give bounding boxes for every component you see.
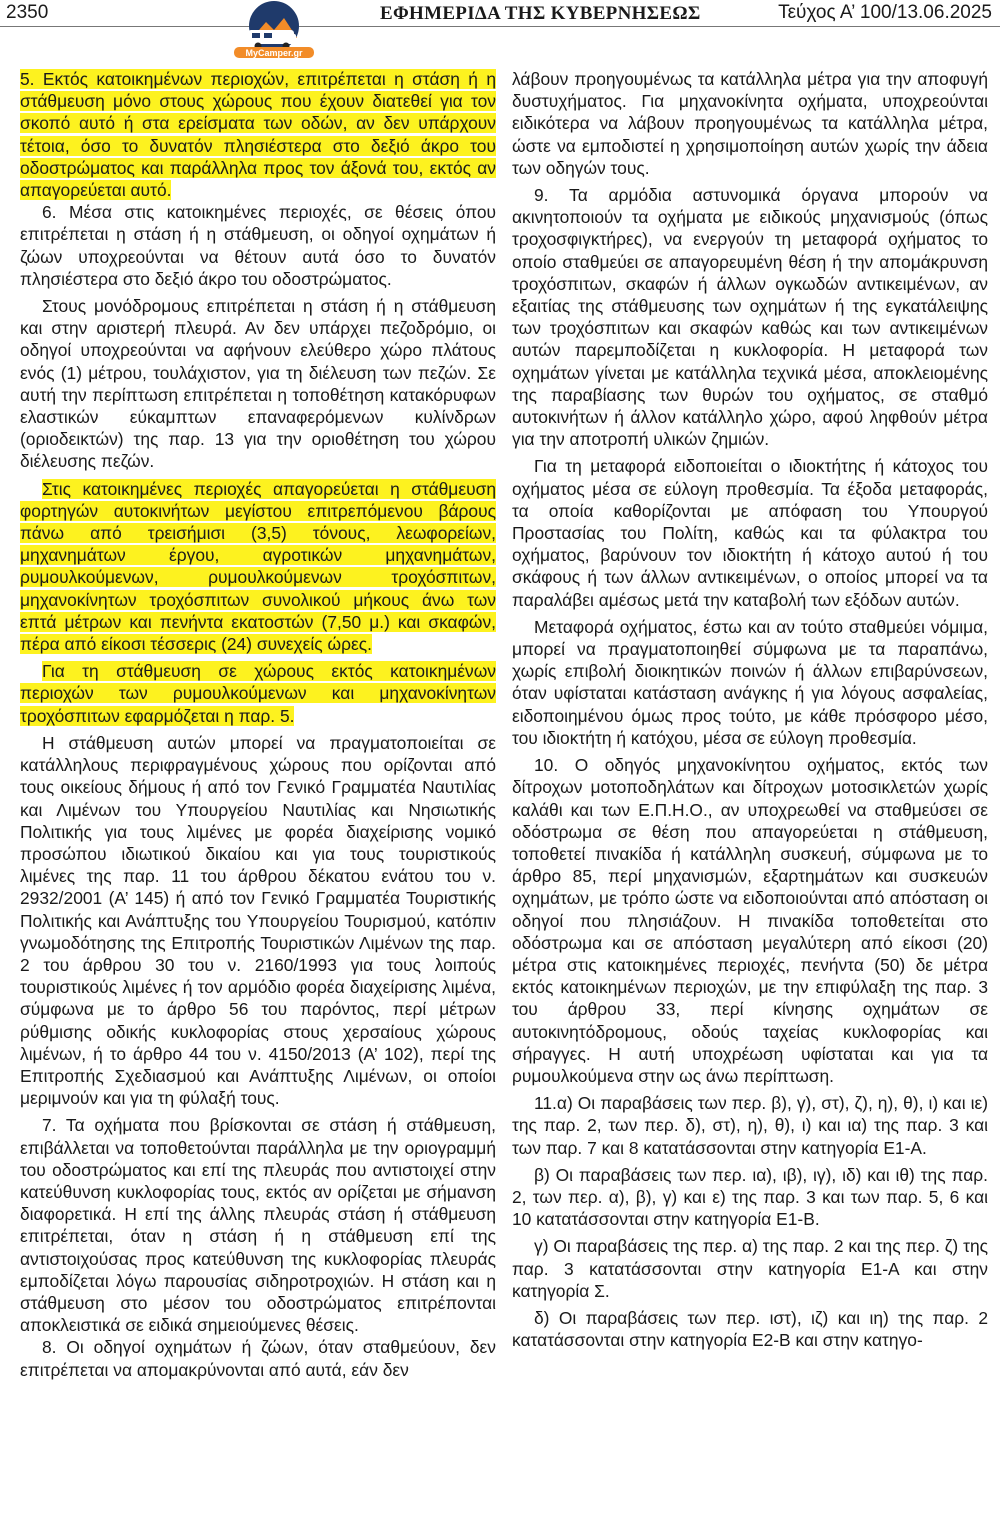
paragraph-9: 9. Τα αρμόδια αστυνομικά όργανα μπορούν να ακινητοποιούν τα οχήματα με ειδικούς μηχανισμούς (όπως τροχοσφιγκτήρες), να ενεργούν τη μεταφορά οχήματος το οποίο σταθμεύει σε απαγορευμένη θέση ή την απομάκρυνση τροχόσπιτων, σκαφών ή άλλων ογκωδών αντικειμένων, αν εξαιτίας της στάθμευσης των οχημάτων ή της εγκατάλειψης των τροχόσπιτων και σκαφών καθώς και των αντικειμένων αυτών παρεμποδίζεται η κυκλοφορία. Η μεταφορά των οχημάτων γίνεται με κατάλληλα τεχνικά μέσα, αποκλειομένης της παραβίασης των θυρών του οχήματος, σε σταθμό αυτοκινήτων ή άλλον κατάλληλο χώρο, αφού ληφθούν μέτρα για την αποτροπή υλικών ζημιών. xyxy=(512,185,988,450)
camper-logo-watermark xyxy=(224,0,324,60)
header-rule xyxy=(0,26,1000,27)
gazette-title: ΕΦΗΜΕΡΙΔΑ ΤΗΣ ΚΥΒΕΡΝΗΣΕΩΣ xyxy=(380,3,701,24)
paragraph-parking-areas: Η στάθμευση αυτών μπορεί να πραγματοποιείται σε κατάλληλους περιφραγμένους χώρους που ορίζονται από τους οικείους δήμους ή από τον Γενικό Γραμματέα Ναυτιλίας και Λιμένων του Υπουργείου Ναυτιλίας και Νησιωτικής Πολιτικής για τους λιμένες με φορέα διαχείρισης νομικό προσώπου ιδιωτικού δικαίου και για τους τουριστικούς λιμένες της παρ. 11 του άρθρου δέκατου ενάτου του ν. 2932/2001 (Α’ 145) ή από τον Γενικό Γραμματέα Τουριστικής Πολιτικής και Ανάπτυξης του Υπουργείου Τουρισμού, κατόπιν γνωμοδότησης της Επιτροπής Τουριστικών Λιμένων της παρ. 2 του άρθρου 30 του ν. 2160/1993 για τους λοιπούς τουριστικούς λιμένες ή τον αρμόδιο φορέα διαχείρισης λιμένα, σύμφωνα με το άρθρο 56 του παρόντος, περί μέτρων ρύθμισης οδικής κυκλοφορίας στους χερσαίους χώρους λιμένων, ή το άρθρο 44 του ν. 4150/2013 (Α’ 102), περί της Επιτροπής Σχεδιασμού και Ανάπτυξης Λιμένων, οι οποίοι μεριμνούν και για τη φύλαξή τους. xyxy=(20,732,496,1109)
paragraph-8: 8. Οι οδηγοί οχημάτων ή ζώων, όταν σταθμεύουν, δεν επιτρέπεται να απομακρύνονται από αυτά, εάν δεν xyxy=(20,1337,496,1380)
page-number: 2350 xyxy=(6,2,49,23)
paragraph-11a: 11.α) Οι παραβάσεις των περ. β), γ), στ), ζ), η), θ), ι) και ιε) της παρ. 2, των περ. δ), στ), η), θ), ι) και ια) της παρ. 3 και των παρ. 7 και 8 κατατάσσονται στην κατηγορία Ε1-Α. xyxy=(512,1093,988,1158)
paragraph-11b: β) Οι παραβάσεις των περ. ια), ιβ), ιγ), ιδ) και ιθ) της παρ. 2, των περ. α), β), γ) και ε) της παρ. 3 και των παρ. 5, 6 και 10 κατατάσσονται στην κατηγορία Ε1-Β. xyxy=(512,1164,988,1230)
right-column xyxy=(512,68,988,1351)
logo-text: MyCamper.gr xyxy=(245,48,303,58)
issue-reference: Τεύχος Α’ 100/13.06.2025 xyxy=(778,2,992,23)
paragraph-10: 10. Ο οδηγός μηχανοκίνητου οχήματος, εκτός των δίτροχων μοτοποδηλάτων και δίτροχων μοτοσικλετών χωρίς καλάθι και των Ε.Π.Η.Ο., αν υποχρεωθεί να σταθμεύσει σε οδόστρωμα σε θέση που απαγορεύεται η στάθμευση, τοποθετεί πινακίδα ή κατάλληλη συσκευή, σύμφωνα με το άρθρο 85, περί μηχανισμών, εξαρτημάτων και συσκευών οχημάτων, με τρόπο ώστε να ειδοποιούνται από απόσταση οι οδηγοί που πλησιάζουν. Η πινακίδα τοποθετείται στο οδόστρωμα και σε απόσταση μεγαλύτερη από είκοσι (20) μέτρα στις κατοικημένες περιοχές, πενήντα (50) δε μέτρα εκτός κατοικημένων περιοχών, με την επιφύλαξη της παρ. 3 του άρθρου 33, περί κίνησης οχημάτων σε αυτοκινητόδρομους, οδούς ταχείας κυκλοφορίας και σήραγγες. Η αυτή υποχρέωση υφίσταται και για τα ρυμουλκούμενα στην ως άνω περίπτωση. xyxy=(512,755,988,1086)
paragraph-caravans-highlighted: Για τη στάθμευση σε χώρους εκτός κατοικημένων περιοχών των ρυμουλκούμενων και μηχανοκίνητων τροχόσπιτων εφαρμόζεται η παρ. 5. xyxy=(20,661,496,726)
paragraph-residential-ban-highlighted: Στις κατοικημένες περιοχές απαγορεύεται η στάθμευση φορτηγών αυτοκινήτων μεγίστου επιτρεπόμενου βάρους πάνω από τρεισήμισι (3,5) τόνους, λεωφορείων, μηχανημάτων έργου, αγροτικών μηχανημάτων, ρυμουλκούμενων, ρυμουλκούμενων τροχόσπιτων, μηχανοκίνητων τροχόσπιτων συνολικού μήκους άνω των επτά μέτρων και πενήντα εκατοστών (7,50 μ.) και σκαφών, πέρα από είκοσι τέσσερις (24) συνεχείς ώρες. xyxy=(20,478,496,655)
paragraph-removal-notice: Για τη μεταφορά ειδοποιείται ο ιδιοκτήτης ή κάτοχος του οχήματος μέσα σε εύλογη προθεσμία. Τα έξοδα μεταφοράς, τα οποία καθορίζονται με απόφαση του Υπουργού Προστασίας του Πολίτη, καθώς και τα φύλακτρα του οχήματος, βαρύνουν τον ιδιοκτήτη ή κάτοχο αυτού ή του σκάφους ή των άλλων αντικειμένων, ο οποίος μπορεί να τα παραλάβει αμέσως μετά την καταβολή των εξόδων αυτών. xyxy=(512,456,988,610)
paragraph-emergency-removal: Μεταφορά οχήματος, έστω και αν τούτο σταθμεύει νόμιμα, μπορεί να πραγματοποιηθεί σύμφωνα με τα παραπάνω, χωρίς επιβολή διοικητικών ποινών ή άλλων επιβαρύνσεων, όταν υφίσταται κατάσταση ανάγκης ή για λόγους ασφαλείας, ειδοποιημένου όμως προς τούτο, με κάθε πρόσφορο μέσο, του ιδιοκτήτη ή κατόχου, μέσα σε εύλογη προθεσμία. xyxy=(512,616,988,748)
paragraph-6: 6. Μέσα στις κατοικημένες περιοχές, σε θέσεις όπου επιτρέπεται η στάση ή η στάθμευση, οι οδηγοί οχημάτων ή ζώων υποχρεούνται να θέτουν αυτά όσο το δυνατόν πλησιέστερα στο δεξιό άκρο του οδοστρώματος. xyxy=(20,202,496,289)
paragraph-5-highlighted: 5. Εκτός κατοικημένων περιοχών, επιτρέπεται η στάση ή η στάθμευση μόνο στους χώρους που έχουν διατεθεί για τον σκοπό αυτό ή στα ερείσματα των οδών, αν δεν υπάρχουν τέτοια, όσο το δυνατόν πλησιέστερα στο δεξιό άκρο του οδοστρώματος και παράλληλα προς τον άξονά του, εκτός αν απαγορεύεται αυτό. xyxy=(20,69,496,201)
left-column xyxy=(20,68,496,1381)
paragraph-11d: δ) Οι παραβάσεις των περ. ιστ), ιζ) και ιη) της παρ. 2 κατατάσσονται στην κατηγορία Ε2-Β και στην κατηγο- xyxy=(512,1307,988,1351)
paragraph-8-continued: λάβουν προηγουμένως τα κατάλληλα μέτρα για την αποφυγή δυστυχήματος. Για μηχανοκίνητα οχήματα, υποχρεούνται ειδικότερα να λάβουν προηγουμένως τα κατάλληλα μέτρα, ώστε να εμποδιστεί η χρησιμοποίηση αυτών χωρίς την άδεια των οδηγών τους. xyxy=(512,69,988,178)
paragraph-one-way-streets: Στους μονόδρομους επιτρέπεται η στάση ή η στάθμευση και στην αριστερή πλευρά. Αν δεν υπάρχει πεζοδρόμιο, οι οδηγοί υποχρεούνται να αφήνουν ελεύθερο χώρο πλάτους ενός (1) μέτρου, τουλάχιστον, για τη διέλευση των πεζών. Σε αυτή την περίπτωση επιτρέπεται η τοποθέτηση κατακόρυφων ελαστικών εύκαμπτων επαναφερόμενων κυλίνδρων (οριοδεικτών) της παρ. 13 για την οριοθέτηση του χώρου διέλευσης πεζών. xyxy=(20,296,496,472)
paragraph-11c: γ) Οι παραβάσεις της περ. α) της παρ. 2 και της περ. ζ) της παρ. 3 κατατάσσονται στην κατηγορία Ε1-Α και στην κατηγορία Σ. xyxy=(512,1236,988,1301)
page-header xyxy=(0,0,1000,28)
paragraph-7: 7. Τα οχήματα που βρίσκονται σε στάση ή στάθμευση, επιβάλλεται να τοποθετούνται παράλληλα με την οριογραμμή του οδοστρώματος και επί της πλευράς που αντιστοιχεί στην κατεύθυνση κυκλοφορίας τους, εκτός αν ορίζεται με σήμανση διαφορετικά. Η επί της άλλης πλευράς στάση ή στάθμευση επιτρέπεται, όταν η στάση ή η στάθμευση επί της αντιστοιχούσας προς κατεύθυνση της κυκλοφορίας πλευράς εμποδίζεται λόγω παρουσίας σιδηροτροχιών. Η στάση και η στάθμευση στο μέσον του οδοστρώματος επιτρέπονται αποκλειστικά σε ειδικά σημειούμενες θέσεις. xyxy=(20,1115,496,1336)
